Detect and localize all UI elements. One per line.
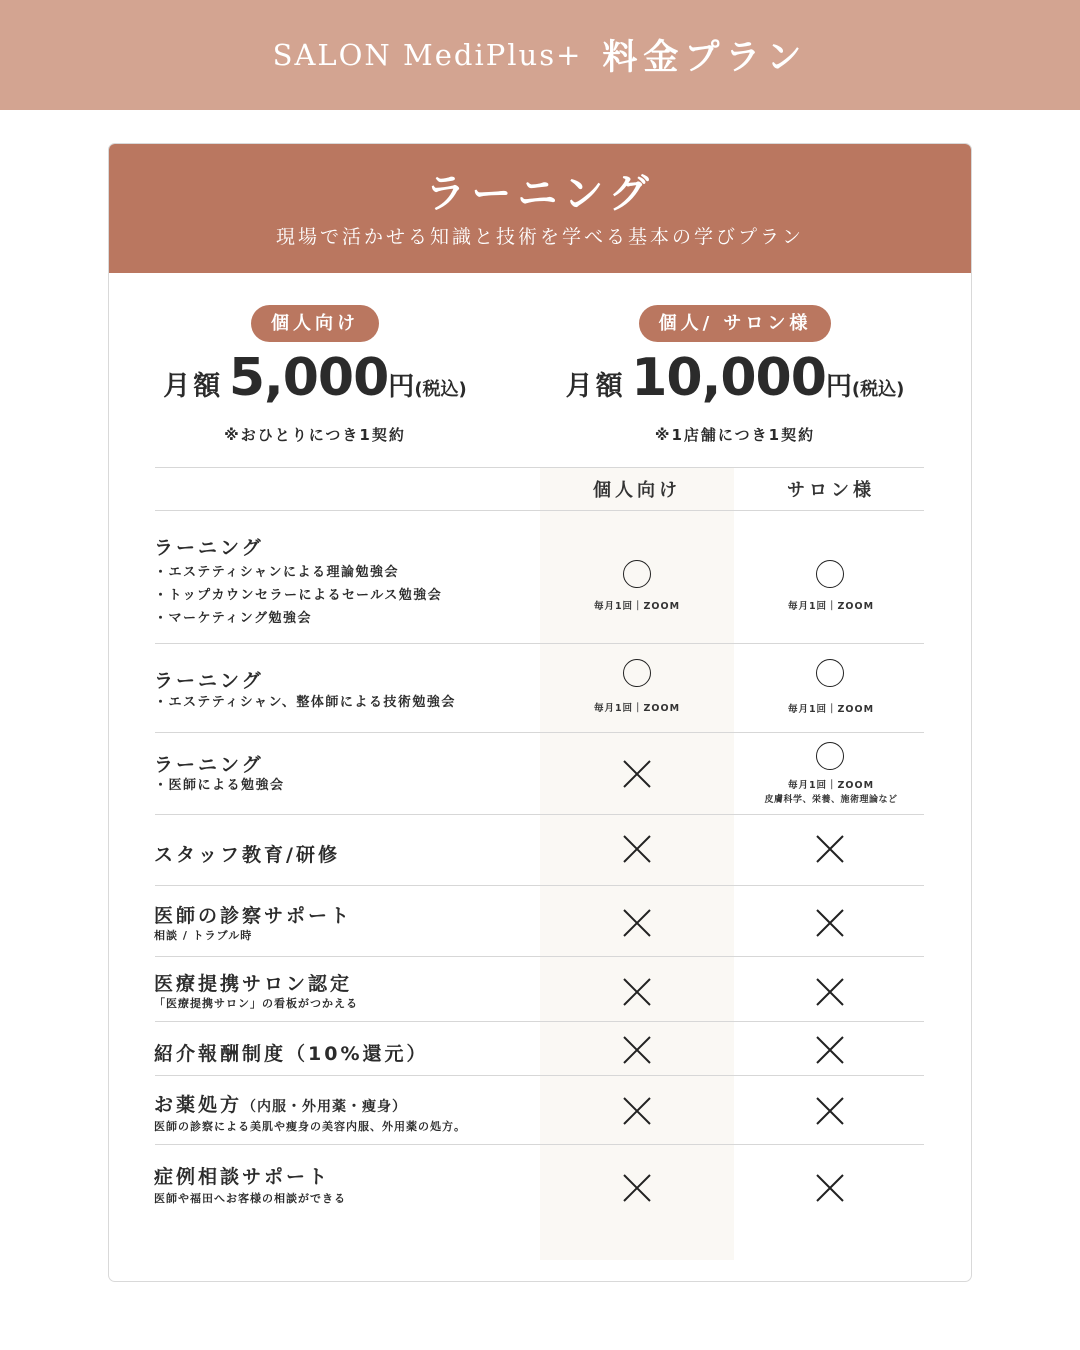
feature-title: スタッフ教育/研修 (154, 844, 340, 866)
unavailable-cross-icon (815, 977, 845, 1007)
feature-detail: ・エステティシャンによる理論勉強会 (154, 565, 399, 580)
unavailable-cross-icon (815, 834, 845, 864)
feature-title: ラーニング (154, 670, 264, 692)
feature-detail: ・医師による勉強会 (154, 778, 285, 793)
price-tax: (税込) (851, 379, 905, 400)
unavailable-cross-icon (622, 1096, 652, 1126)
price-amount: 5,000 (228, 348, 389, 408)
feature-title: 医師の診察サポート (154, 905, 353, 927)
feature-title: ラーニング (154, 537, 264, 559)
feature-detail: 医師や福田へお客様の相談ができる (154, 1192, 346, 1205)
feature-title-text: お薬処方 (154, 1094, 243, 1116)
availability-note: 毎月1回｜ZOOM (593, 703, 681, 714)
divider (155, 1021, 924, 1022)
unavailable-cross-icon (815, 1035, 845, 1065)
unavailable-cross-icon (622, 1173, 652, 1203)
plan-individual (125, 305, 505, 445)
divider (155, 732, 924, 733)
availability-note: 毎月1回｜ZOOM (787, 780, 875, 791)
brand-name: SALON MediPlus+ (272, 38, 583, 72)
availability-note-detail: 皮膚科学、栄養、施術理論など (764, 795, 898, 805)
plan-badge: 個人向け (251, 305, 379, 342)
feature-detail: 相談 / トラブル時 (154, 929, 253, 942)
feature-detail: 「医療提携サロン」の看板がつかえる (154, 997, 358, 1010)
feature-detail: ・エステティシャン、整体師による技術勉強会 (154, 695, 456, 710)
available-circle-icon (816, 659, 844, 687)
unavailable-cross-icon (815, 1173, 845, 1203)
plan-card-header (109, 144, 971, 273)
availability-note: 毎月1回｜ZOOM (787, 704, 875, 715)
feature-title (154, 1090, 407, 1117)
price-amount: 10,000 (631, 348, 826, 408)
divider (155, 643, 924, 644)
plan-note: ※1店舗につき1契約 (654, 426, 816, 444)
feature-title-extra: （内服・外用薬・痩身） (242, 1099, 408, 1115)
price-currency: 円 (388, 372, 415, 402)
availability-note: 毎月1回｜ZOOM (787, 601, 875, 612)
feature-title: 症例相談サポート (154, 1166, 331, 1188)
divider (155, 1075, 924, 1076)
price-tax: (税込) (414, 379, 467, 400)
unavailable-cross-icon (622, 908, 652, 938)
page-header (0, 0, 1080, 110)
availability-note: 毎月1回｜ZOOM (593, 601, 681, 612)
feature-title: 紹介報酬制度（10%還元） (154, 1043, 429, 1065)
divider (155, 467, 924, 468)
available-circle-icon (623, 560, 651, 588)
available-circle-icon (816, 742, 844, 770)
plan-description: 現場で活かせる知識と技術を学べる基本の学びプラン (275, 226, 804, 248)
page-title: 料金プラン (602, 38, 808, 78)
feature-detail: ・トップカウンセラーによるセールス勉強会 (154, 588, 443, 603)
unavailable-cross-icon (622, 1035, 652, 1065)
price-currency: 円 (825, 372, 852, 402)
column-header-salon: サロン様 (787, 480, 875, 501)
price-prefix: 月額 (565, 371, 626, 402)
divider (155, 814, 924, 815)
unavailable-cross-icon (622, 834, 652, 864)
divider (155, 1144, 924, 1145)
divider (155, 885, 924, 886)
divider (155, 956, 924, 957)
plan-note: ※おひとりにつき1契約 (224, 426, 406, 444)
divider (155, 510, 924, 511)
unavailable-cross-icon (815, 908, 845, 938)
unavailable-cross-icon (622, 977, 652, 1007)
feature-detail: ・マーケティング勉強会 (154, 611, 312, 626)
plan-salon (545, 305, 925, 445)
plan-price (125, 348, 505, 414)
available-circle-icon (623, 659, 651, 687)
available-circle-icon (816, 560, 844, 588)
plan-price (545, 348, 925, 414)
plan-badge: 個人/ サロン様 (639, 305, 832, 342)
unavailable-cross-icon (622, 759, 652, 789)
feature-title: 医療提携サロン認定 (154, 973, 353, 995)
feature-detail: 医師の診察による美肌や痩身の美容内服、外用薬の処方。 (154, 1120, 466, 1133)
plan-name: ラーニング (425, 171, 655, 217)
feature-title: ラーニング (154, 754, 264, 776)
unavailable-cross-icon (815, 1096, 845, 1126)
column-header-individual: 個人向け (593, 480, 681, 501)
price-prefix: 月額 (163, 371, 224, 402)
